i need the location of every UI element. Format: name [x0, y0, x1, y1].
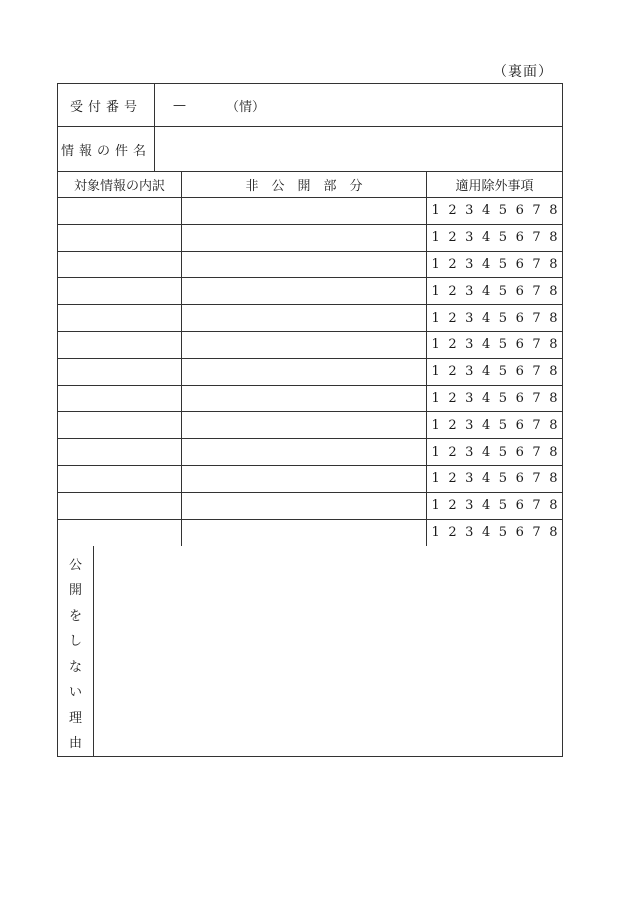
exemption-number[interactable]: 5 [498, 390, 508, 406]
exemption-number-list [432, 418, 558, 433]
exemption-number[interactable]: 1 [431, 417, 440, 433]
exemption-number[interactable]: 8 [549, 444, 558, 460]
reason-label-char: を [68, 608, 82, 624]
breakdown-cell[interactable] [58, 439, 181, 465]
exemption-number-list [432, 257, 558, 272]
exemption-number[interactable]: 7 [532, 471, 541, 487]
exemption-number[interactable]: 7 [532, 256, 541, 272]
exemption-number[interactable]: 4 [481, 230, 491, 246]
exemption-number[interactable]: 6 [515, 364, 524, 380]
exemption-number[interactable]: 7 [532, 310, 541, 326]
exemption-number[interactable]: 1 [431, 337, 440, 353]
table-row [58, 278, 562, 305]
header-nondisclosed-part: 非公開部分 [181, 172, 426, 197]
breakdown-cell[interactable] [58, 493, 181, 519]
exemption-cell [426, 278, 562, 304]
exemption-number[interactable]: 1 [431, 203, 440, 219]
exemption-number[interactable]: 3 [465, 364, 474, 380]
reason-label-char: し [68, 634, 82, 650]
exemption-number[interactable]: 8 [549, 417, 558, 433]
reason-label-char: な [68, 659, 82, 675]
table-row [58, 225, 562, 252]
exemption-number[interactable]: 7 [532, 498, 541, 514]
exemption-number[interactable]: 6 [515, 203, 524, 219]
exemption-cell [426, 359, 562, 385]
exemption-cell [426, 493, 562, 519]
table-row [58, 198, 562, 225]
reason-label-char: 理 [68, 710, 82, 726]
exemption-number[interactable]: 7 [532, 390, 541, 406]
nondisclosed-cell[interactable] [181, 332, 426, 358]
reason-label-char: い [68, 685, 82, 701]
exemption-number[interactable]: 1 [431, 256, 440, 272]
exemption-number[interactable]: 7 [532, 230, 541, 246]
exemption-number[interactable]: 3 [465, 498, 474, 514]
reason-label-char: 開 [68, 583, 82, 599]
exemption-number[interactable]: 4 [481, 256, 491, 272]
exemption-number[interactable]: 3 [465, 525, 474, 541]
exemption-number-list [432, 337, 558, 352]
exemption-number[interactable]: 8 [549, 310, 558, 326]
exemption-number[interactable]: 1 [431, 283, 440, 299]
exemption-number[interactable]: 6 [515, 283, 524, 299]
exemption-cell [426, 332, 562, 358]
exemption-number[interactable]: 4 [481, 498, 491, 514]
exemption-cell [426, 520, 562, 547]
exemption-number[interactable]: 6 [515, 390, 524, 406]
exemption-number[interactable]: 8 [549, 230, 558, 246]
exemption-number[interactable]: 1 [431, 390, 440, 406]
exemption-number[interactable]: 4 [481, 390, 491, 406]
exemption-number-list [432, 284, 558, 299]
breakdown-cell[interactable] [58, 386, 181, 412]
exemption-number[interactable]: 2 [448, 364, 457, 380]
exemption-number[interactable]: 7 [532, 364, 541, 380]
exemption-number[interactable]: 5 [498, 256, 508, 272]
exemption-number[interactable]: 8 [549, 390, 558, 406]
breakdown-cell[interactable] [58, 412, 181, 438]
table-row [58, 412, 562, 439]
exemption-number[interactable]: 1 [431, 471, 440, 487]
breakdown-cell[interactable] [58, 520, 181, 547]
header-exemptions: 適用除外事項 [426, 172, 562, 197]
nondisclosed-cell[interactable] [181, 359, 426, 385]
exemption-number[interactable]: 4 [481, 203, 491, 219]
exemption-cell [426, 305, 562, 331]
exemption-number[interactable]: 6 [515, 471, 524, 487]
exemption-number[interactable]: 5 [498, 230, 508, 246]
exemption-number[interactable]: 2 [448, 337, 457, 353]
exemption-number[interactable]: 8 [549, 364, 558, 380]
receipt-number-field[interactable] [154, 84, 562, 126]
reason-row [58, 546, 562, 756]
exemption-number-list [432, 525, 558, 540]
exemption-number[interactable]: 4 [481, 283, 491, 299]
exemption-number[interactable]: 3 [465, 283, 474, 299]
exemption-number[interactable]: 4 [481, 525, 491, 541]
exemption-number[interactable]: 2 [448, 498, 457, 514]
info-title-row [58, 127, 562, 172]
exemption-number[interactable]: 2 [448, 256, 457, 272]
exemption-number-list [432, 203, 558, 218]
exemption-number-list [432, 391, 558, 406]
exemption-number[interactable]: 6 [515, 230, 524, 246]
exemption-number[interactable]: 4 [481, 417, 491, 433]
exemption-number[interactable]: 8 [549, 283, 558, 299]
exemption-number[interactable]: 8 [549, 256, 558, 272]
exemption-number[interactable]: 8 [549, 471, 558, 487]
exemption-number-list [432, 230, 558, 245]
nondisclosed-cell[interactable] [181, 305, 426, 331]
reason-label [58, 546, 93, 756]
exemption-number-list [432, 364, 558, 379]
table-row [58, 252, 562, 279]
exemption-number[interactable]: 7 [532, 525, 541, 541]
header-breakdown: 対象情報の内訳 [73, 179, 165, 194]
reason-label-char: 由 [68, 736, 82, 752]
exemption-cell [426, 386, 562, 412]
table-row [58, 386, 562, 413]
nondisclosed-cell[interactable] [181, 439, 426, 465]
exemption-number[interactable]: 6 [515, 417, 524, 433]
exemption-number[interactable]: 3 [465, 390, 474, 406]
nondisclosed-cell[interactable] [181, 493, 426, 519]
receipt-number-label: 受付番号 [69, 99, 142, 115]
nondisclosed-cell[interactable] [181, 386, 426, 412]
exemption-number[interactable]: 7 [532, 203, 541, 219]
exemption-cell [426, 439, 562, 465]
breakdown-cell[interactable] [58, 305, 181, 331]
exemption-number[interactable]: 5 [498, 417, 508, 433]
info-title-field[interactable] [154, 127, 562, 171]
exemption-number[interactable]: 2 [448, 471, 457, 487]
table-row [58, 520, 562, 547]
exemption-cell [426, 252, 562, 278]
exemption-cell [426, 466, 562, 492]
exemption-number[interactable]: 4 [481, 444, 491, 460]
exemption-number[interactable]: 6 [515, 444, 524, 460]
exemption-number[interactable]: 5 [498, 203, 508, 219]
exemption-number[interactable]: 5 [498, 444, 508, 460]
exemption-number[interactable]: 2 [448, 203, 457, 219]
exemption-number[interactable]: 2 [448, 283, 457, 299]
exemption-number[interactable]: 7 [532, 417, 541, 433]
exemption-number[interactable]: 5 [498, 525, 508, 541]
exemption-number[interactable]: 8 [549, 525, 558, 541]
table-row [58, 493, 562, 520]
exemption-number-list [432, 311, 558, 326]
exemption-number[interactable]: 6 [515, 256, 524, 272]
exemption-number[interactable]: 2 [448, 444, 457, 460]
exemption-number[interactable]: 3 [465, 417, 474, 433]
nondisclosed-cell[interactable] [181, 466, 426, 492]
exemption-number[interactable]: 3 [465, 203, 474, 219]
exemption-number[interactable]: 2 [448, 230, 457, 246]
exemption-number[interactable]: 3 [465, 310, 474, 326]
breakdown-cell[interactable] [58, 198, 181, 224]
receipt-number-dash: — [173, 97, 186, 113]
exemption-number[interactable]: 4 [481, 310, 491, 326]
exemption-number[interactable]: 5 [498, 310, 508, 326]
table-row [58, 359, 562, 386]
breakdown-cell[interactable] [58, 466, 181, 492]
exemption-number[interactable]: 7 [532, 337, 541, 353]
exemption-cell [426, 225, 562, 251]
exemption-number-list [432, 498, 558, 513]
exemption-number[interactable]: 6 [515, 310, 524, 326]
nondisclosed-cell[interactable] [181, 225, 426, 251]
exemption-number[interactable]: 1 [431, 230, 440, 246]
nondisclosed-cell[interactable] [181, 520, 426, 547]
exemption-number[interactable]: 4 [481, 364, 491, 380]
exemption-number[interactable]: 8 [549, 498, 558, 514]
nondisclosed-cell[interactable] [181, 252, 426, 278]
exemption-number[interactable]: 5 [498, 471, 508, 487]
exemption-cell [426, 412, 562, 438]
receipt-number-suffix: （情） [226, 99, 266, 115]
exemption-number[interactable]: 6 [515, 498, 524, 514]
exemption-number[interactable]: 7 [532, 283, 541, 299]
exemption-number[interactable]: 7 [532, 444, 541, 460]
exemption-number[interactable]: 5 [498, 498, 508, 514]
exemption-number[interactable]: 1 [431, 310, 440, 326]
exemption-number[interactable]: 3 [465, 471, 474, 487]
exemption-number[interactable]: 2 [448, 417, 457, 433]
table-row [58, 305, 562, 332]
reason-label-char: 公 [68, 557, 82, 573]
exemption-number[interactable]: 6 [515, 337, 524, 353]
disclosure-form-back [57, 83, 563, 757]
table-row [58, 439, 562, 466]
page-side-label: （裏面） [493, 64, 553, 80]
exemption-number[interactable]: 2 [448, 525, 457, 541]
exemption-number[interactable]: 3 [465, 230, 474, 246]
reason-field[interactable] [93, 546, 562, 756]
breakdown-cell[interactable] [58, 252, 181, 278]
exemption-number[interactable]: 1 [431, 498, 440, 514]
exemption-number[interactable]: 1 [431, 525, 440, 541]
table-row [58, 466, 562, 493]
table-body [58, 198, 562, 546]
table-row [58, 332, 562, 359]
exemption-number[interactable]: 3 [465, 256, 474, 272]
table-header-row [58, 172, 562, 198]
exemption-number[interactable]: 2 [448, 310, 457, 326]
exemption-number[interactable]: 6 [515, 525, 524, 541]
exemption-number[interactable]: 4 [481, 471, 491, 487]
exemption-number[interactable]: 1 [431, 444, 440, 460]
exemption-number[interactable]: 5 [498, 337, 508, 353]
exemption-number-list [432, 445, 558, 460]
nondisclosed-cell[interactable] [181, 198, 426, 224]
breakdown-cell[interactable] [58, 278, 181, 304]
exemption-number[interactable]: 5 [498, 364, 508, 380]
exemption-number[interactable]: 2 [448, 390, 457, 406]
exemption-number[interactable]: 8 [549, 203, 558, 219]
exemption-number[interactable]: 1 [431, 364, 440, 380]
nondisclosed-cell[interactable] [181, 412, 426, 438]
exemption-number[interactable]: 3 [465, 444, 474, 460]
receipt-number-row [58, 84, 562, 127]
exemption-number[interactable]: 4 [481, 337, 491, 353]
exemption-cell [426, 198, 562, 224]
exemption-number[interactable]: 5 [498, 283, 508, 299]
breakdown-cell[interactable] [58, 359, 181, 385]
info-title-label: 情報の件名 [60, 143, 151, 159]
breakdown-cell[interactable] [58, 332, 181, 358]
nondisclosed-cell[interactable] [181, 278, 426, 304]
exemption-number[interactable]: 8 [549, 337, 558, 353]
exemption-number-list [432, 471, 558, 486]
breakdown-cell[interactable] [58, 225, 181, 251]
exemption-number[interactable]: 3 [465, 337, 474, 353]
